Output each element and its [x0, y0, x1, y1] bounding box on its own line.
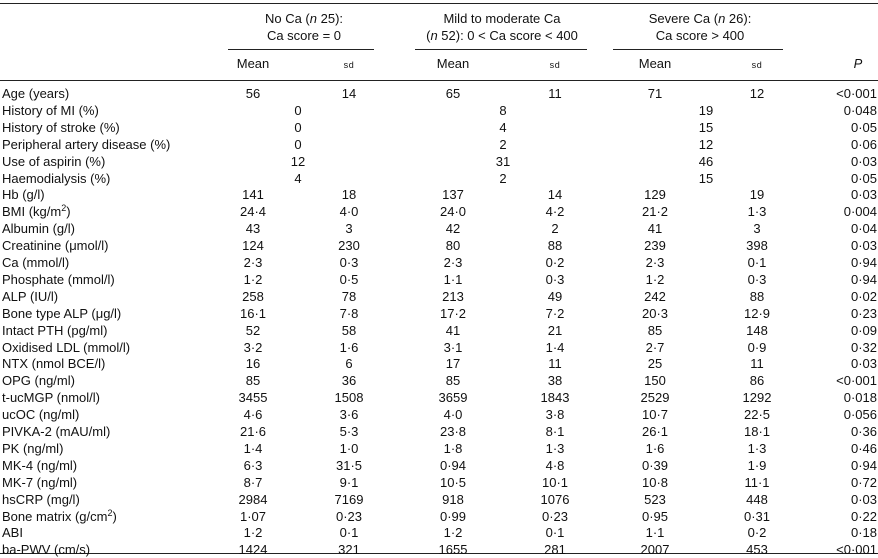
mean-value: 1424	[238, 542, 268, 558]
sd-value: 49	[547, 288, 563, 304]
mean-value: 52	[245, 322, 261, 338]
p-value-header	[854, 56, 863, 72]
sd-value: 18·1	[743, 424, 771, 439]
sd-value: 398	[746, 238, 768, 254]
row-label-text: Age (years)	[2, 86, 70, 101]
row-label-text: Bone type ALP (μg/l)	[2, 305, 122, 321]
sd-value: 0·23	[335, 508, 363, 524]
sd-value: 1·3	[747, 440, 767, 456]
row-label-text: )	[66, 204, 71, 220]
row-label-text: Phosphate (mmol/l)	[2, 271, 115, 287]
sd-value: 7·8	[339, 305, 359, 321]
sd-value: 0·3	[747, 271, 767, 287]
mean-value: 56	[245, 86, 261, 101]
row-label-text: ba-PWV (cm/s)	[2, 542, 91, 558]
percent-value: 12	[290, 153, 306, 169]
row-label-text: )	[112, 508, 117, 524]
p-value: 0·03	[850, 238, 877, 254]
row-label	[2, 120, 120, 136]
row-label-text: OPG (ng/ml)	[2, 373, 75, 389]
sd-value: 4·8	[545, 457, 565, 473]
row-label-text: BMI (kg/m	[2, 204, 62, 220]
p-value: 0·05	[850, 119, 877, 135]
group-header-line1	[392, 10, 612, 27]
row-label	[2, 272, 115, 288]
mean-header: Mean	[236, 56, 270, 71]
group-n-count: 26):	[725, 11, 752, 26]
sd-value: 14	[341, 86, 357, 101]
mean-value: 25	[647, 356, 663, 372]
row-label-text: Use of aspirin (%)	[2, 153, 106, 169]
sd-value: 1292	[742, 390, 772, 406]
row-label	[2, 306, 121, 322]
row-label-text: Bone matrix (g/cm	[2, 508, 108, 524]
sd-value: 2	[551, 221, 559, 237]
p-value: 0·05	[850, 170, 877, 186]
mean-value: 3·2	[243, 339, 263, 355]
group-header	[392, 10, 612, 44]
mean-value: 4·6	[243, 407, 263, 423]
p-symbol: P	[853, 56, 863, 71]
row-label	[2, 458, 77, 474]
sd-value: 1843	[540, 390, 570, 406]
row-label	[2, 137, 170, 153]
sd-header: sd	[343, 60, 355, 70]
p-value: 0·18	[850, 525, 877, 541]
mean-value: 1·6	[645, 440, 665, 456]
mean-value: 2·3	[243, 255, 263, 270]
row-label-text: Albumin (g/l)	[2, 221, 75, 237]
mean-value: 129	[644, 187, 666, 203]
group-n-symbol: n	[309, 11, 317, 26]
sd-value: 3	[345, 221, 353, 237]
row-label	[2, 187, 45, 203]
p-value: <0·001	[836, 373, 877, 389]
p-value: 0·23	[850, 305, 877, 321]
sd-value: 86	[749, 373, 765, 389]
row-label	[2, 154, 105, 170]
percent-value: 15	[698, 119, 714, 135]
mean-value: 3·1	[443, 339, 463, 355]
mean-value: 2984	[238, 491, 268, 507]
p-value: 0·94	[850, 271, 877, 287]
row-label	[2, 475, 77, 491]
mean-value: 0·95	[641, 508, 669, 524]
mean-value: 24·4	[239, 204, 267, 220]
sd-value: 0·1	[339, 525, 359, 541]
mean-value: 2·7	[645, 339, 665, 355]
group-header-line2	[590, 27, 810, 44]
sd-value: 0·2	[545, 255, 565, 270]
percent-value: 8	[499, 102, 507, 118]
mean-value: 258	[242, 288, 264, 304]
mean-value: 0·94	[439, 457, 467, 473]
p-value: 0·22	[850, 508, 877, 524]
group-underline-no-ca	[228, 49, 374, 50]
sd-value: 5·3	[339, 424, 359, 439]
row-label	[2, 221, 75, 237]
group-header	[590, 10, 810, 44]
mean-value: 1·1	[645, 525, 665, 541]
mean-value: 1·1	[443, 271, 463, 287]
sd-value: 230	[338, 238, 360, 254]
mean-value: 42	[445, 221, 461, 237]
mean-value: 16	[245, 356, 261, 372]
percent-value: 0	[294, 119, 302, 135]
row-label-text: History of MI (%)	[2, 102, 99, 118]
superscript: 2	[107, 507, 113, 518]
p-value: 0·048	[843, 102, 877, 118]
p-value: 0·03	[850, 153, 877, 169]
sd-value: 3	[753, 221, 761, 237]
sd-value: 1·3	[545, 440, 565, 456]
mean-value: 17·2	[439, 305, 467, 321]
row-label	[2, 542, 90, 558]
sd-value: 12·9	[743, 305, 771, 321]
mean-value: 1·2	[443, 525, 463, 541]
row-label-text: Oxidised LDL (mmol/l)	[2, 339, 131, 355]
sd-value: 7·2	[545, 305, 565, 321]
mean-value: 20·3	[641, 305, 669, 321]
mean-value: 80	[445, 238, 461, 254]
mean-value: 43	[245, 221, 261, 237]
sd-value: 0·3	[339, 255, 359, 270]
mean-value: 137	[442, 187, 464, 203]
mean-value: 6·3	[243, 457, 263, 473]
group-criterion: (	[426, 28, 431, 43]
mean-value: 4·0	[443, 407, 463, 423]
sd-value: 12	[749, 86, 765, 101]
mean-value: 0·99	[439, 508, 467, 524]
sd-value: 1·0	[339, 440, 359, 456]
p-value: 0·018	[843, 390, 877, 406]
mean-value: 24·0	[439, 204, 467, 220]
row-label-text: MK-4 (ng/ml)	[2, 457, 78, 473]
mean-value: 10·7	[641, 407, 669, 423]
sd-value: 148	[746, 322, 768, 338]
sd-value: 0·2	[747, 525, 767, 541]
p-value: 0·09	[850, 322, 877, 338]
group-n-symbol: n	[430, 28, 438, 43]
group-n-symbol: n	[718, 11, 726, 26]
sd-value: 453	[746, 542, 768, 558]
row-label-text: ucOC (ng/ml)	[2, 407, 80, 423]
mean-header: Mean	[638, 56, 672, 71]
group-header-line2	[392, 27, 612, 44]
mean-value: 124	[242, 238, 264, 254]
mean-value: 10·8	[641, 474, 669, 490]
group-title: Severe Ca (	[648, 11, 719, 26]
percent-value: 2	[499, 136, 507, 152]
sd-value: 1076	[540, 491, 570, 507]
p-value: 0·94	[850, 255, 877, 270]
sd-value: 1·3	[747, 204, 767, 220]
percent-value: 46	[698, 153, 714, 169]
row-label-text: Haemodialysis (%)	[2, 170, 111, 186]
group-header-line1	[194, 10, 414, 27]
mean-value: 1·8	[443, 440, 463, 456]
mean-value: 2007	[640, 542, 670, 558]
sd-value: 18	[341, 187, 357, 203]
mean-value: 85	[245, 373, 261, 389]
group-header-line2	[194, 27, 414, 44]
sd-value: 0·1	[747, 255, 767, 270]
mean-value: 141	[242, 187, 264, 203]
mean-value: 2529	[640, 390, 670, 406]
group-header-line1	[590, 10, 810, 27]
top-rule	[0, 3, 878, 4]
sd-value: 0·1	[545, 525, 565, 541]
row-label	[2, 441, 63, 457]
mean-value: 3455	[238, 390, 268, 406]
mean-value: 918	[442, 491, 464, 507]
p-value: 0·46	[850, 440, 877, 456]
group-title: No Ca (	[264, 11, 310, 26]
row-label	[2, 373, 75, 389]
mean-value: 150	[644, 373, 666, 389]
row-label-text: Intact PTH (pg/ml)	[2, 322, 108, 338]
p-value: 0·004	[843, 204, 877, 220]
row-label	[2, 86, 69, 102]
row-label-text: ALP (IU/l)	[2, 288, 59, 304]
sd-value: 281	[544, 542, 566, 558]
p-value: 0·02	[850, 288, 877, 304]
row-label	[2, 525, 23, 541]
mean-value: 239	[644, 238, 666, 254]
sd-value: 36	[341, 373, 357, 389]
mean-value: 1·2	[243, 271, 263, 287]
sd-value: 1·9	[747, 457, 767, 473]
mean-value: 17	[445, 356, 461, 372]
percent-value: 4	[499, 119, 507, 135]
mean-value: 85	[647, 322, 663, 338]
sd-value: 1·6	[339, 339, 359, 355]
sd-value: 11	[750, 356, 764, 372]
mean-value: 23·8	[439, 424, 467, 439]
mean-value: 1·2	[243, 525, 263, 541]
row-label	[2, 255, 69, 271]
mean-value: 21·6	[239, 424, 267, 439]
sd-header: sd	[549, 60, 561, 70]
sd-value: 0·3	[545, 271, 565, 287]
p-value: 0·36	[850, 424, 877, 439]
mean-value: 65	[445, 86, 461, 101]
sd-value: 88	[749, 288, 765, 304]
row-label	[2, 171, 110, 187]
row-label	[2, 424, 110, 440]
row-label	[2, 390, 100, 406]
group-underline-severe	[613, 49, 783, 50]
row-label	[2, 323, 107, 339]
mean-value: 26·1	[641, 424, 669, 439]
row-label	[2, 340, 130, 356]
superscript: 2	[61, 203, 67, 214]
sd-value: 88	[547, 238, 563, 254]
row-label-text: t-ucMGP (nmol/l)	[2, 390, 100, 406]
sd-value: 4·2	[545, 204, 565, 220]
row-label-text: History of stroke (%)	[2, 119, 120, 135]
mean-value: 41	[647, 221, 663, 237]
sd-value: 9·1	[339, 474, 359, 490]
sd-value: 448	[746, 491, 768, 507]
group-criterion: Ca score > 400	[655, 28, 745, 43]
p-value: 0·03	[850, 356, 877, 372]
percent-value: 15	[698, 170, 714, 186]
sd-value: 14	[547, 187, 563, 203]
row-label-text: PIVKA-2 (mAU/ml)	[2, 424, 111, 439]
percent-value: 0	[294, 102, 302, 118]
p-value: 0·056	[843, 407, 877, 423]
sd-value: 321	[338, 542, 360, 558]
sd-value: 11	[548, 86, 562, 101]
mean-value: 2·3	[443, 255, 463, 270]
row-label-text: Creatinine (μmol/l)	[2, 238, 109, 254]
row-label	[2, 238, 108, 254]
percent-value: 19	[698, 102, 714, 118]
row-label-text: PK (ng/ml)	[2, 440, 64, 456]
mean-value: 21·2	[641, 204, 669, 220]
percent-value: 31	[495, 153, 511, 169]
p-value: <0·001	[836, 542, 877, 558]
sd-value: 38	[547, 373, 563, 389]
group-criterion: Ca score = 0	[266, 28, 342, 43]
row-label	[2, 103, 99, 119]
mean-value: 10·5	[439, 474, 467, 490]
row-label-text: Hb (g/l)	[2, 187, 45, 203]
sd-value: 3·8	[545, 407, 565, 423]
mean-value: 41	[445, 322, 461, 338]
header-rule	[0, 80, 878, 81]
p-value: 0·32	[850, 339, 877, 355]
mean-value: 523	[644, 491, 666, 507]
mean-value: 71	[647, 86, 663, 101]
sd-value: 58	[341, 322, 357, 338]
p-value: 0·03	[850, 491, 877, 507]
row-label	[2, 289, 58, 305]
p-value: 0·03	[850, 187, 877, 203]
p-value: 0·04	[850, 221, 877, 237]
mean-value: 16·1	[239, 305, 267, 321]
group-header	[194, 10, 414, 44]
sd-value: 0·23	[541, 508, 569, 524]
row-label-text: NTX (nmol BCE/l)	[2, 356, 106, 372]
sd-value: 19	[749, 187, 765, 203]
sd-value: 0·31	[743, 508, 771, 524]
sd-value: 4·0	[339, 204, 359, 220]
sd-value: 1·4	[545, 339, 565, 355]
row-label	[2, 407, 79, 423]
group-criterion: 52): 0 < Ca score < 400	[437, 28, 578, 43]
mean-value: 213	[442, 288, 464, 304]
sd-value: 11·1	[744, 474, 770, 490]
mean-value: 0·39	[641, 457, 669, 473]
sd-value: 21	[547, 322, 563, 338]
sd-value: 10·1	[541, 474, 569, 490]
mean-value: 1·07	[239, 508, 267, 524]
percent-value: 0	[294, 136, 302, 152]
sd-value: 0·9	[747, 339, 767, 355]
mean-value: 242	[644, 288, 666, 304]
sd-header: sd	[751, 60, 763, 70]
mean-value: 2·3	[645, 255, 665, 270]
mean-value: 1·4	[243, 440, 263, 456]
sd-value: 6	[345, 356, 353, 372]
mean-value: 8·7	[243, 474, 263, 490]
p-value: <0·001	[836, 86, 877, 101]
percent-value: 12	[698, 136, 714, 152]
sd-value: 22·5	[743, 407, 771, 423]
row-label	[2, 509, 117, 525]
group-underline-mild	[415, 49, 587, 50]
sd-value: 7169	[334, 491, 364, 507]
row-label	[2, 492, 80, 508]
p-value: 0·72	[850, 474, 877, 490]
sd-value: 3·6	[339, 407, 359, 423]
mean-value: 85	[445, 373, 461, 389]
row-label-text: Peripheral artery disease (%)	[2, 136, 171, 152]
row-label-text: Ca (mmol/l)	[2, 255, 70, 270]
percent-value: 2	[499, 170, 507, 186]
mean-value: 1655	[438, 542, 468, 558]
group-title: Mild to moderate Ca	[443, 11, 561, 26]
group-n-count: 25):	[317, 11, 344, 26]
sd-value: 11	[548, 356, 562, 372]
sd-value: 31·5	[335, 457, 363, 473]
p-value: 0·06	[850, 136, 877, 152]
sd-value: 0·5	[339, 271, 359, 287]
mean-value: 3659	[438, 390, 468, 406]
row-label-text: MK-7 (ng/ml)	[2, 474, 78, 490]
mean-header: Mean	[436, 56, 470, 71]
percent-value: 4	[294, 170, 302, 186]
sd-value: 1508	[334, 390, 364, 406]
mean-value: 1·2	[645, 271, 665, 287]
row-label-text: hsCRP (mg/l)	[2, 491, 80, 507]
sd-value: 78	[341, 288, 357, 304]
row-label	[2, 204, 71, 220]
row-label	[2, 356, 105, 372]
sd-value: 8·1	[545, 424, 565, 439]
p-value: 0·94	[850, 457, 877, 473]
row-label-text: ABI	[2, 525, 23, 541]
